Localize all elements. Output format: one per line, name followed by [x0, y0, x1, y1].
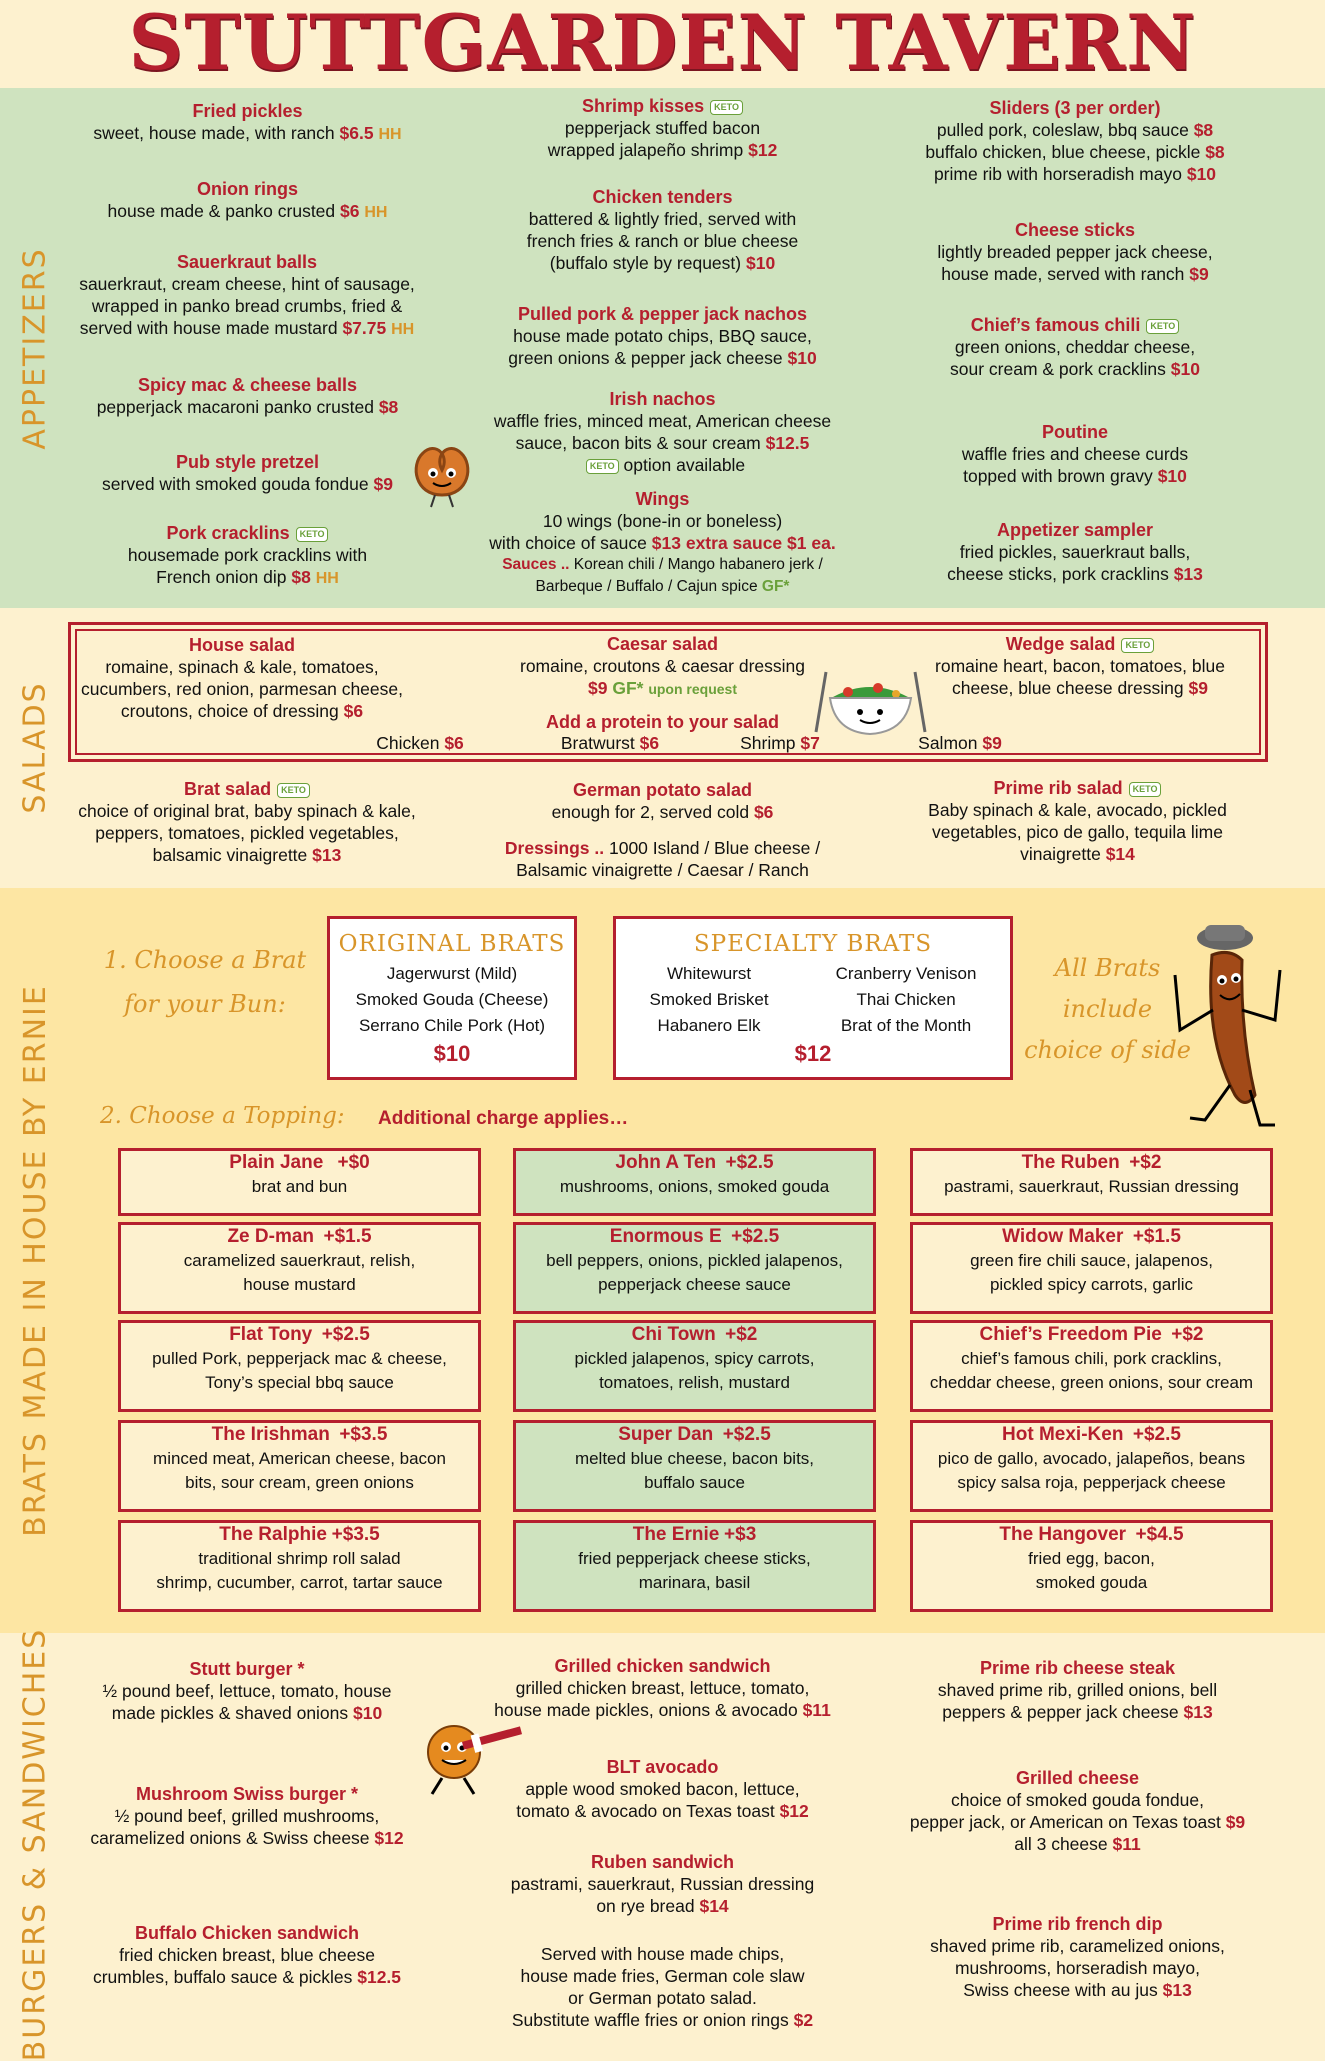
protein-title: Add a protein to your salad — [545, 712, 780, 732]
menu-item-mac-balls: Spicy mac & cheese balls pepperjack macaroni panko crusted $8 — [96, 375, 399, 417]
menu-item-house-salad: House salad romaine, spinach & kale, tomatoes, cucumbers, red onion, parmesan cheese, croutons, choice of dressing $6 — [81, 635, 403, 721]
menu-item-prime-rib-salad: Prime rib salad KETO Baby spinach & kale, avocado, pickled vegetables, pico de gallo, tequila lime vinaigrette $14 — [928, 778, 1227, 864]
keto-badge: KETO — [277, 783, 310, 798]
menu-item-fried-pickles: Fried pickles sweet, house made, with ranch $6.5 HH — [93, 101, 402, 143]
topping-chi-town: Chi Town +$2 pickled jalapenos, spicy carrots, tomatoes, relish, mustard — [513, 1320, 876, 1412]
keto-badge: KETO — [296, 527, 329, 542]
topping-the-irishman: The Irishman +$3.5 minced meat, American cheese, bacon bits, sour cream, green onions — [118, 1420, 481, 1512]
dressings-list: Dressings .. 1000 Island / Blue cheese / Balsamic vinaigrette / Caesar / Ranch — [504, 838, 821, 880]
topping-the-ruben: The Ruben +$2 pastrami, sauerkraut, Russian dressing — [910, 1148, 1273, 1216]
keto-badge: KETO — [586, 459, 619, 474]
topping-enormous-e: Enormous E +$2.5 bell peppers, onions, pickled jalapenos, pepperjack cheese sauce — [513, 1222, 876, 1314]
menu-item-grilled-cheese: Grilled cheese choice of smoked gouda fondue, pepper jack, or American on Texas toast $9 all 3 cheese $11 — [909, 1768, 1246, 1854]
salad-bowl-icon — [808, 662, 933, 744]
menu-item-prime-rib-french-dip: Prime rib french dip shaved prime rib, caramelized onions, mushrooms, horseradish mayo, Swiss cheese with au jus $13 — [930, 1914, 1225, 2000]
topping-ze-d-man: Ze D-man +$1.5 caramelized sauerkraut, relish, house mustard — [118, 1222, 481, 1314]
topping-chiefs-freedom-pie: Chief’s Freedom Pie +$2 chief’s famous chili, pork cracklins, cheddar cheese, green onions, sour cream — [910, 1320, 1273, 1412]
menu-item-grilled-chicken: Grilled chicken sandwich grilled chicken breast, lettuce, tomato, house made pickles, onions & avocado $11 — [494, 1656, 831, 1720]
menu-item-caesar-salad: Caesar salad romaine, croutons & caesar dressing $9 GF* upon request — [520, 634, 805, 698]
choose-brat-text: 1. Choose a Brat for your Bun: — [103, 946, 307, 1018]
menu-item-brat-salad: Brat salad KETO choice of original brat, baby spinach & kale, peppers, tomatoes, pickled vegetables, balsamic vinaigrette $13 — [78, 779, 416, 865]
menu-item-chili: Chief’s famous chili KETO green onions, cheddar cheese, sour cream & pork cracklins $10 — [950, 315, 1200, 379]
topping-plain-jane: Plain Jane +$0 brat and bun — [118, 1148, 481, 1216]
topping-widow-maker: Widow Maker +$1.5 green fire chili sauce, jalapenos, pickled spicy carrots, garlic — [910, 1222, 1273, 1314]
menu-item-chicken-tenders: Chicken tenders battered & lightly fried, served with french fries & ranch or blue cheese (buffalo style by request) $10 — [526, 187, 799, 273]
menu-item-german-potato-salad: German potato salad enough for 2, served cold $6 — [551, 780, 774, 822]
menu-item-sliders: Sliders (3 per order) pulled pork, coleslaw, bbq sauce $8 buffalo chicken, blue cheese, pickle $8 prime rib with horseradish mayo $10 — [925, 98, 1225, 184]
brat-mascot-icon — [1150, 920, 1300, 1130]
menu-item-onion-rings: Onion rings house made & panko crusted $6 HH — [107, 179, 388, 221]
protein-bratwurst: Bratwurst $6 — [560, 733, 660, 753]
keto-badge: KETO — [1129, 782, 1162, 797]
menu-item-pretzel: Pub style pretzel served with smoked gouda fondue $9 — [102, 452, 393, 494]
additional-charge-text: Additional charge applies… — [378, 1108, 629, 1129]
topping-the-ralphie: The Ralphie +$3.5 traditional shrimp roll salad shrimp, cucumber, carrot, tartar sauce — [118, 1520, 481, 1612]
brats-label: BRATS MADE IN HOUSE BY ERNIE — [17, 984, 53, 1537]
menu-item-irish-nachos: Irish nachos waffle fries, minced meat, American cheese sauce, bacon bits & sour cream $12.5 KETO option available — [493, 389, 832, 475]
menu-item-pork-cracklins: Pork cracklins KETO housemade pork cracklins with French onion dip $8 HH — [127, 523, 368, 587]
topping-flat-tony: Flat Tony +$2.5 pulled Pork, pepperjack mac & cheese, Tony’s special bbq sauce — [118, 1320, 481, 1412]
specialty-brats-box: SPECIALTY BRATS Whitewurst Smoked Brisket Habanero Elk Cranberry Venison Thai Chicken Brat of the Month $12 — [613, 916, 1013, 1080]
keto-badge: KETO — [1146, 319, 1179, 334]
topping-the-ernie: The Ernie +$3 fried pepperjack cheese sticks, marinara, basil — [513, 1520, 876, 1612]
burgers-label: BURGERS & SANDWICHES — [17, 1627, 53, 2061]
topping-the-hangover: The Hangover +$4.5 fried egg, bacon, smoked gouda — [910, 1520, 1273, 1612]
menu-item-cheese-sticks: Cheese sticks lightly breaded pepper jack cheese, house made, served with ranch $9 — [937, 220, 1213, 284]
served-with-note: Served with house made chips, house made fries, German cole slaw or German potato salad. Substitute waffle fries or onion rings $2 — [511, 1944, 814, 2030]
menu-item-sauerkraut-balls: Sauerkraut balls sauerkraut, cream cheese, hint of sausage, wrapped in panko bread crumbs, fried & served with house made mustard $7.75 HH — [79, 252, 415, 338]
menu-item-stutt-burger: Stutt burger * ½ pound beef, lettuce, tomato, house made pickles & shaved onions $10 — [102, 1659, 392, 1723]
side-note-text: All Brats include choice of side — [1024, 954, 1191, 1064]
protein-chicken: Chicken $6 — [376, 733, 464, 753]
pretzel-mascot-icon — [405, 425, 480, 510]
menu-item-wedge-salad: Wedge salad KETO romaine heart, bacon, tomatoes, blue cheese, blue cheese dressing $9 — [935, 634, 1225, 698]
original-brats-box: ORIGINAL BRATS Jagerwurst (Mild) Smoked Gouda (Cheese) Serrano Chile Pork (Hot) $10 — [327, 916, 577, 1080]
topping-hot-mexi-ken: Hot Mexi-Ken +$2.5 pico de gallo, avocado, jalapeños, beans spicy salsa roja, pepperjack cheese — [910, 1420, 1273, 1512]
protein-salmon: Salmon $9 — [918, 733, 1002, 753]
menu-item-shrimp-kisses: Shrimp kisses KETO pepperjack stuffed bacon wrapped jalapeño shrimp $12 — [547, 96, 778, 160]
menu-item-poutine: Poutine waffle fries and cheese curds topped with brown gravy $10 — [961, 422, 1189, 486]
menu-item-ruben-sandwich: Ruben sandwich pastrami, sauerkraut, Russian dressing on rye bread $14 — [510, 1852, 815, 1916]
keto-badge: KETO — [1121, 638, 1154, 653]
menu-item-prime-rib-cheese-steak: Prime rib cheese steak shaved prime rib, grilled onions, bell peppers & pepper jack cheese $13 — [937, 1658, 1218, 1722]
menu-item-blt-avocado: BLT avocado apple wood smoked bacon, lettuce, tomato & avocado on Texas toast $12 — [516, 1757, 809, 1821]
menu-item-buffalo-chicken: Buffalo Chicken sandwich fried chicken breast, blue cheese crumbles, buffalo sauce & pickles $12.5 — [92, 1923, 402, 1987]
appetizers-label: APPETIZERS — [17, 246, 53, 450]
protein-shrimp: Shrimp $7 — [740, 733, 820, 753]
page-title: STUTTGARDEN TAVERN — [128, 0, 1197, 87]
keto-badge: KETO — [710, 100, 743, 115]
menu-item-wings: Wings 10 wings (bone-in or boneless) with choice of sauce $13 extra sauce $1 ea. Sauces .. Korean chili / Mango habanero jerk / Barbeque / Buffalo / Cajun spice GF* — [489, 489, 836, 595]
menu-item-nachos: Pulled pork & pepper jack nachos house made potato chips, BBQ sauce, green onions & pepper jack cheese $10 — [508, 304, 817, 368]
choose-topping-text: 2. Choose a Topping: — [100, 1103, 345, 1129]
topping-john-a-ten: John A Ten +$2.5 mushrooms, onions, smoked gouda — [513, 1148, 876, 1216]
salads-label: SALADS — [17, 680, 53, 814]
topping-super-dan: Super Dan +$2.5 melted blue cheese, bacon bits, buffalo sauce — [513, 1420, 876, 1512]
menu-item-mushroom-swiss-burger: Mushroom Swiss burger * ½ pound beef, grilled mushrooms, caramelized onions & Swiss cheese $12 — [90, 1784, 404, 1848]
menu-item-appetizer-sampler: Appetizer sampler fried pickles, sauerkraut balls, cheese sticks, pork cracklins $13 — [947, 520, 1203, 584]
